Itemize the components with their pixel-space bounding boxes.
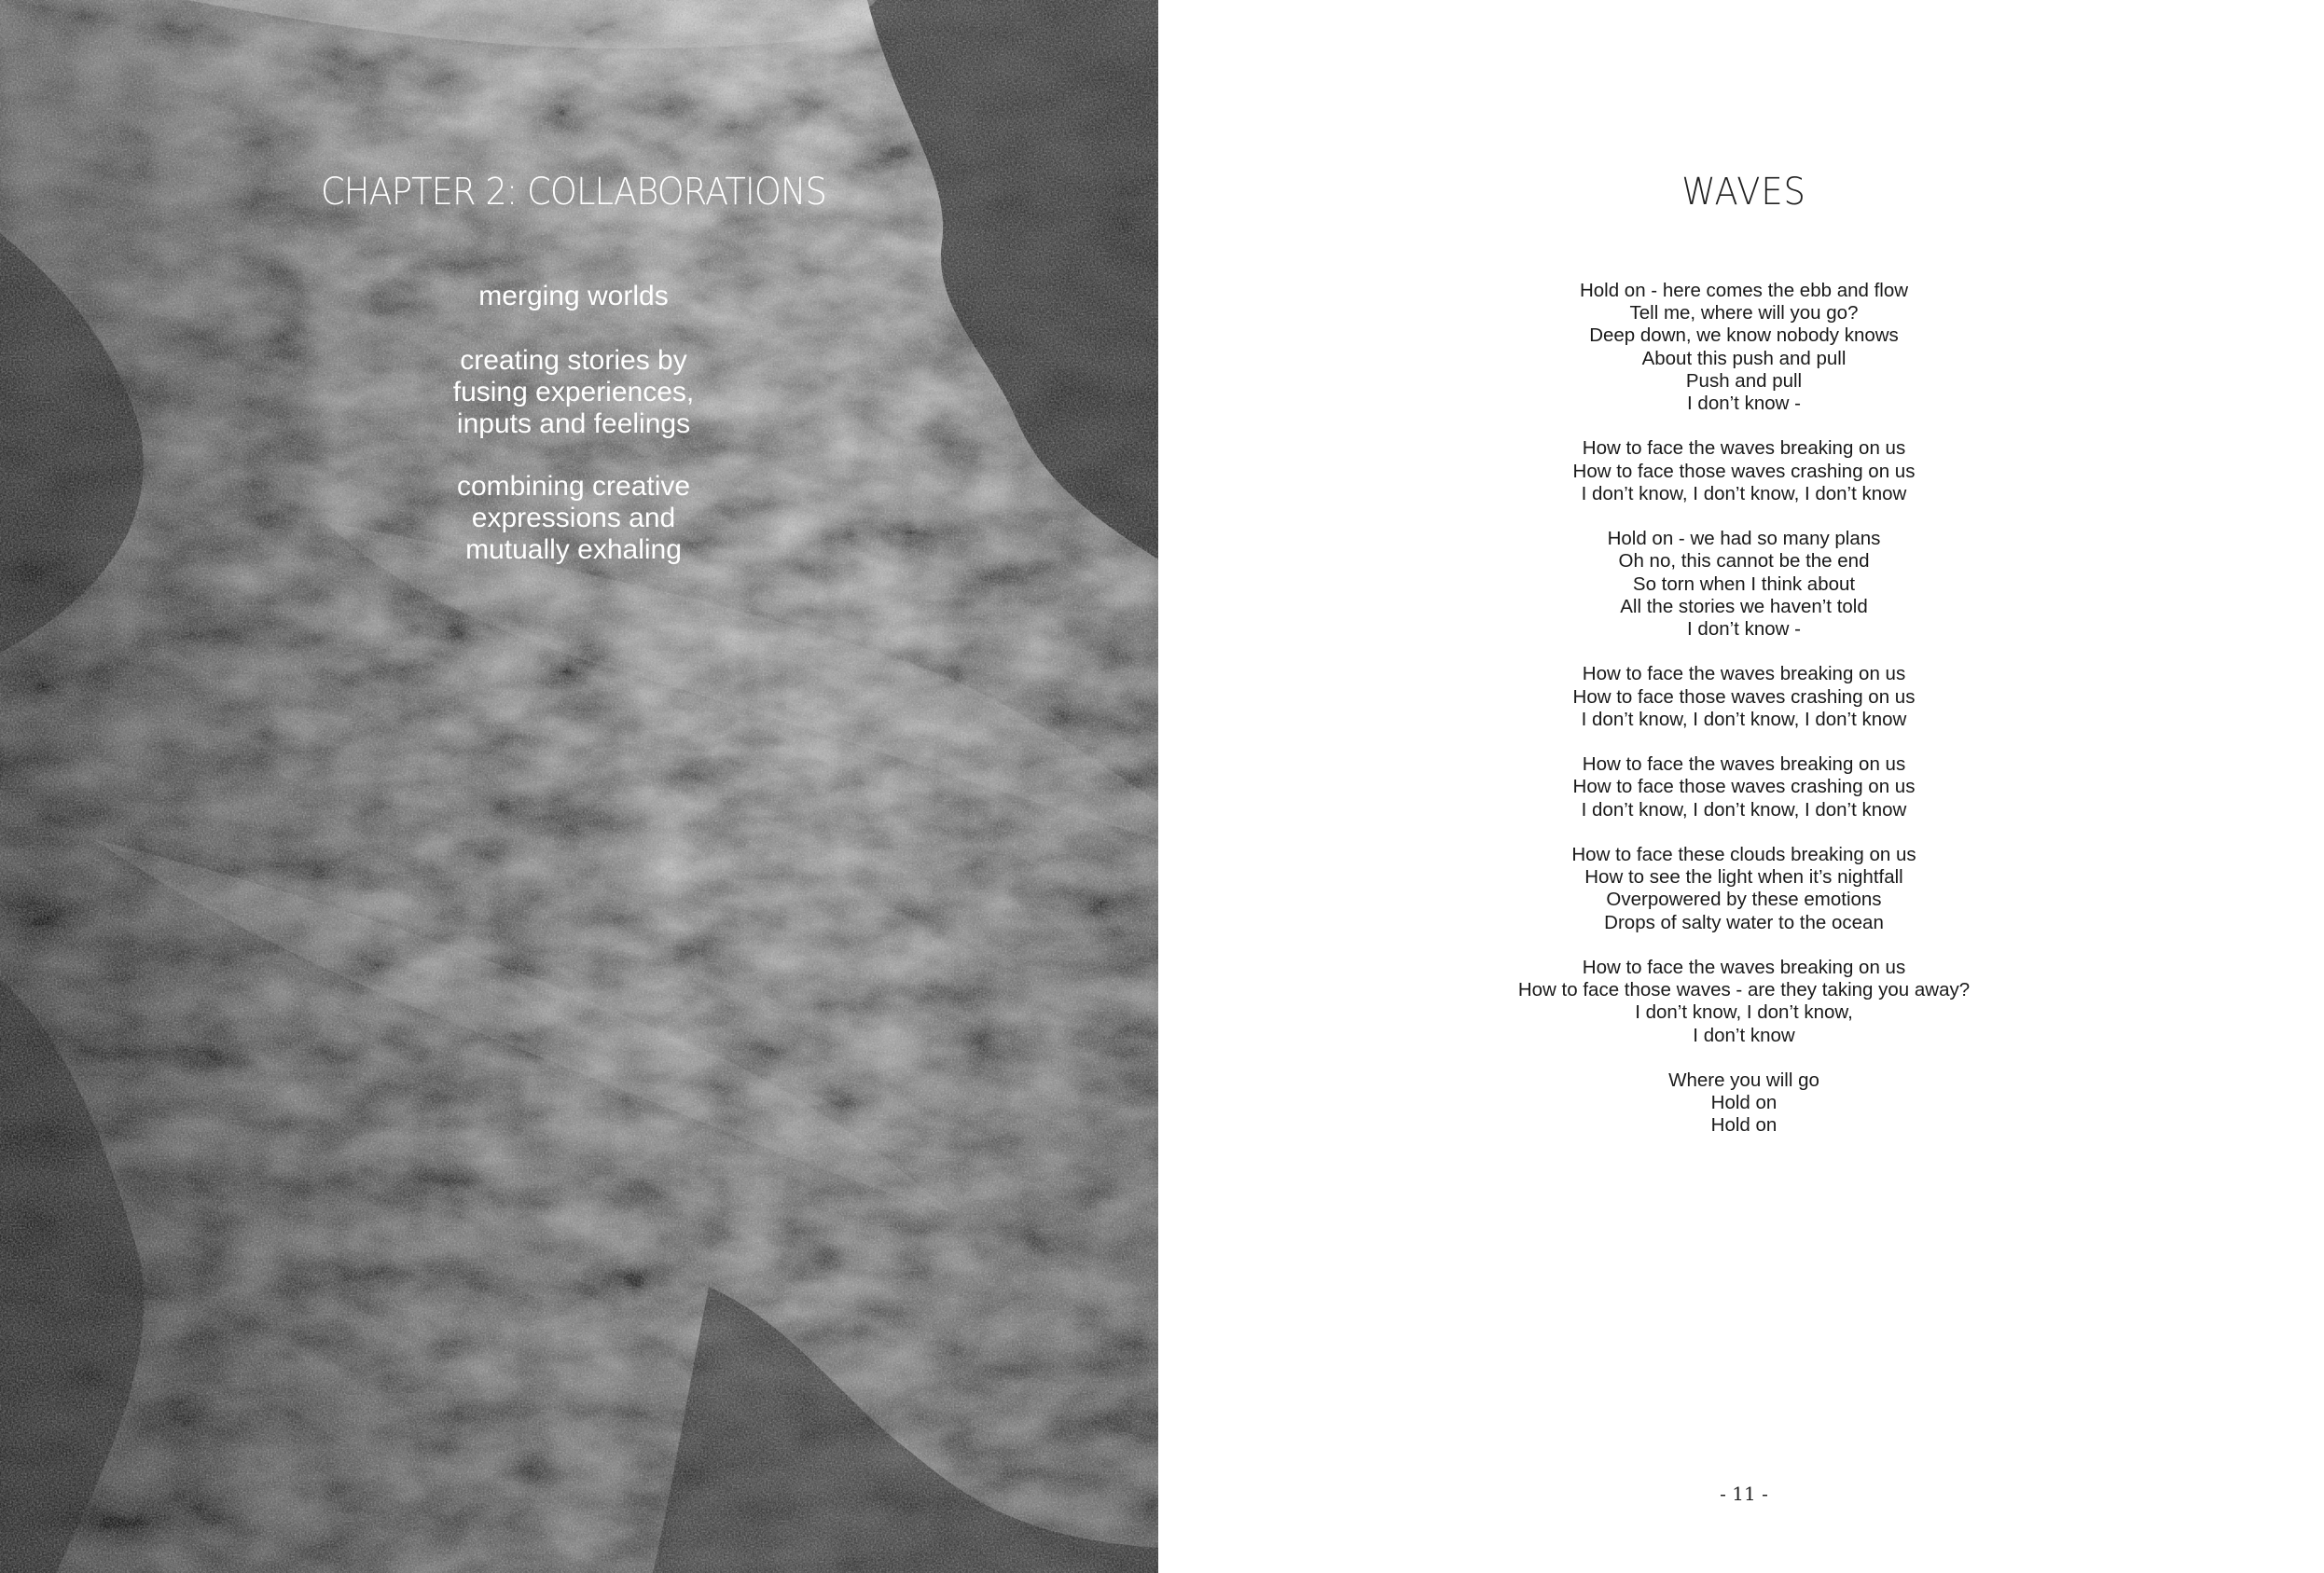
- poem-line: Overpowered by these emotions: [1606, 889, 1882, 911]
- intro-line: merging worlds: [478, 281, 669, 311]
- poem-stanza: [1158, 528, 2324, 641]
- poem-line: I don’t know, I don’t know, I don’t know: [1581, 798, 1907, 821]
- poem-stanza: [1158, 957, 2324, 1047]
- intro-line: fusing experiences,: [452, 377, 695, 407]
- poem-line: I don’t know, I don’t know,: [1635, 1001, 1853, 1024]
- right-page: [1158, 0, 2324, 1573]
- poem-line: About this push and pull: [1641, 347, 1847, 369]
- poem-line: Oh no, this cannot be the end: [1618, 550, 1870, 573]
- chapter-title: CHAPTER 2: COLLABORATIONS: [321, 171, 826, 214]
- poem-line: Hold on - we had so many plans: [1607, 528, 1881, 550]
- left-page-text: [0, 0, 1158, 1573]
- poem-line: I don’t know -: [1687, 393, 1801, 415]
- poem-line: Hold on - here comes the ebb and flow: [1579, 280, 1909, 301]
- poem-line: How to face those waves crashing on us: [1572, 776, 1916, 798]
- poem-line: How to face those waves - are they taking you away?: [1517, 979, 1971, 1001]
- poem-line: How to face the waves breaking on us: [1582, 437, 1906, 460]
- poem-line: I don’t know, I don’t know, I don’t know: [1581, 708, 1907, 730]
- intro-paragraph-2: [0, 345, 1147, 440]
- poem-stanza: [1158, 753, 2324, 821]
- intro-line: creating stories by: [460, 345, 687, 376]
- poem-line: How to face the waves breaking on us: [1582, 957, 1906, 978]
- intro-paragraph-3: [0, 471, 1147, 566]
- page-number: - 11 -: [1720, 1483, 1768, 1505]
- poem-line: Deep down, we know nobody knows: [1589, 324, 1899, 347]
- intro-line: mutually exhaling: [465, 534, 682, 565]
- poem-line: How to face those waves crashing on us: [1572, 685, 1916, 708]
- poem-line: Drops of salty water to the ocean: [1604, 911, 1884, 933]
- poem-stanza: [1158, 663, 2324, 731]
- poem-line: How to see the light when it’s nightfall: [1584, 866, 1903, 889]
- poem-line: I don’t know: [1693, 1024, 1795, 1046]
- poem-line: I don’t know, I don’t know, I don’t know: [1581, 482, 1907, 504]
- poem-line: Push and pull: [1685, 369, 1803, 392]
- poem-line: Hold on: [1710, 1114, 1778, 1137]
- poem-line: How to face these clouds breaking on us: [1571, 844, 1916, 865]
- intro-paragraph-1: [0, 281, 1147, 312]
- poem-stanza: [1158, 844, 2324, 934]
- poem-line: How to face those waves crashing on us: [1572, 460, 1916, 482]
- poem-line: So torn when I think about: [1632, 573, 1856, 595]
- poem-line: Hold on: [1710, 1092, 1778, 1114]
- left-page: [0, 0, 1158, 1573]
- poem-stanza: [1158, 437, 2324, 505]
- poem-title: WAVES: [1681, 171, 1806, 214]
- poem-line: All the stories we haven’t told: [1620, 595, 1868, 617]
- intro-line: inputs and feelings: [456, 408, 691, 439]
- intro-line: combining creative: [456, 471, 691, 502]
- poem-lyrics: [1158, 280, 2324, 1160]
- poem-line: How to face the waves breaking on us: [1582, 663, 1906, 685]
- poem-line: How to face the waves breaking on us: [1582, 753, 1906, 776]
- poem-line: I don’t know -: [1687, 618, 1801, 641]
- poem-stanza: [1158, 280, 2324, 415]
- intro-line: expressions and: [471, 503, 676, 533]
- poem-stanza: [1158, 1069, 2324, 1138]
- poem-line: Tell me, where will you go?: [1629, 302, 1859, 324]
- poem-line: Where you will go: [1668, 1069, 1819, 1091]
